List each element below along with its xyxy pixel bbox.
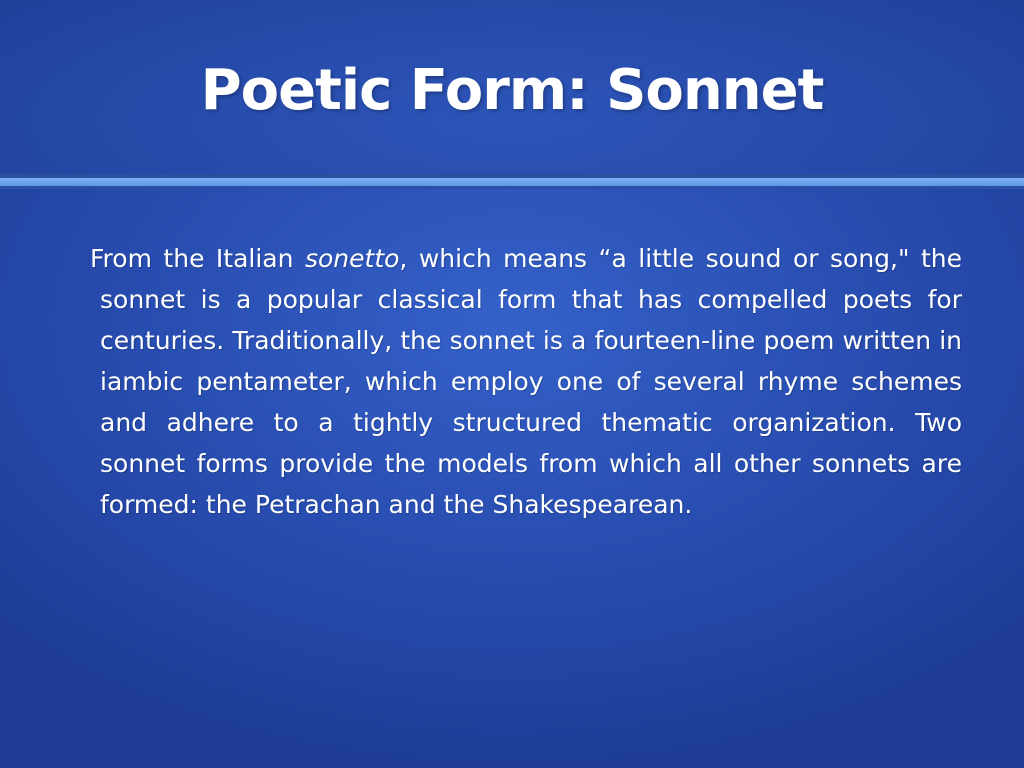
- slide-title: Poetic Form: Sonnet: [200, 58, 824, 123]
- body-text-italic-word: sonetto: [304, 244, 400, 273]
- title-divider-shadow: [0, 186, 1024, 189]
- slide-body-text: [90, 238, 963, 525]
- title-divider-accent: [0, 178, 1024, 186]
- body-text-part-2: , which means “a little sound or song," the sonnet is a popular classical form that has compelled poets for centuries. Traditionally, the sonnet is a fourteen-line poem written in iambic pentameter, which employ one of several rhyme schemes and adhere to a tightly structured thematic organization. Two sonnet forms provide the models from which all other sonnets are formed: the Petrachan and the Shakespearean.: [100, 244, 963, 519]
- body-text-part-1: From the Italian: [90, 244, 305, 273]
